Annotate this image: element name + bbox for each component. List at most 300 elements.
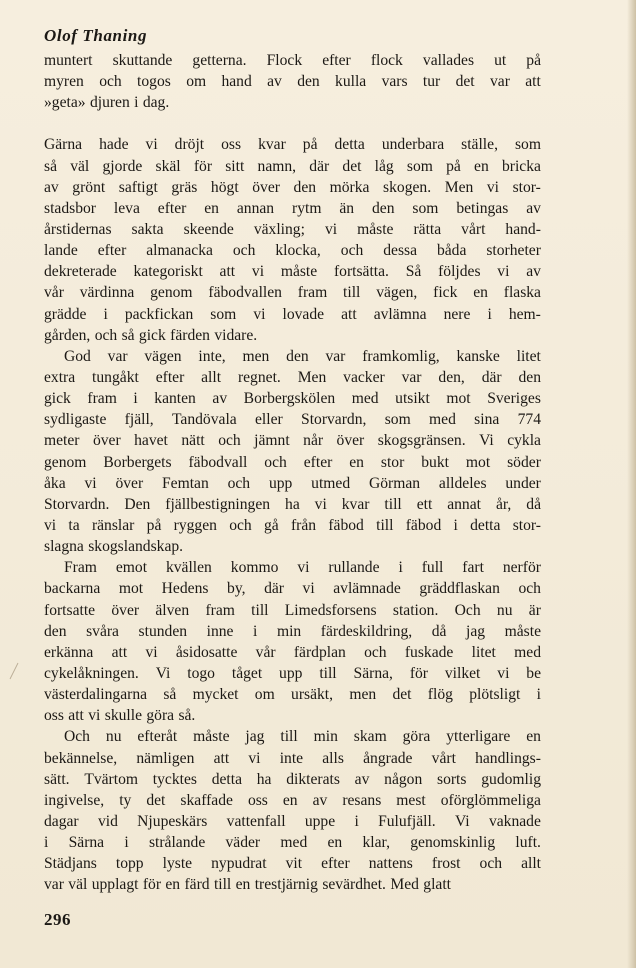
word: färden	[170, 326, 210, 344]
word: vars	[381, 73, 408, 91]
word: Städjans	[44, 855, 97, 873]
word: fjäll,	[124, 411, 154, 429]
word: stor-	[512, 516, 541, 534]
word: Särna,	[353, 664, 393, 682]
text-line	[44, 452, 541, 473]
word: ränslar	[91, 516, 135, 534]
word: gick	[44, 390, 71, 408]
word: gå	[263, 516, 279, 534]
word: Borbergets	[103, 453, 172, 471]
text-line	[44, 790, 541, 811]
word: sydligaste	[44, 411, 107, 429]
word: på	[302, 136, 318, 154]
word: göra	[146, 707, 175, 725]
word: som	[406, 157, 433, 175]
word: Vi	[454, 812, 470, 830]
word: rytm	[292, 199, 322, 217]
word: meter	[44, 432, 80, 450]
text-line	[44, 536, 541, 557]
word: by,	[227, 580, 246, 598]
word: resans	[342, 791, 382, 809]
text-line	[44, 663, 541, 684]
word: väl	[68, 876, 88, 894]
word: i	[134, 94, 139, 112]
text-line	[44, 367, 541, 388]
word: och	[518, 580, 541, 598]
word: inne	[206, 622, 234, 640]
word: strålande	[148, 834, 206, 852]
word: så.	[178, 707, 196, 725]
paragraph-spacer	[44, 113, 541, 134]
word: Storvardn,	[301, 411, 367, 429]
word: sätt.	[44, 770, 70, 788]
word: vi	[497, 263, 510, 281]
word: älven	[155, 601, 190, 619]
text-line	[44, 409, 541, 430]
word: nerför	[502, 559, 541, 577]
word: måste	[193, 728, 230, 746]
word: med	[351, 390, 379, 408]
word: med	[429, 411, 456, 429]
word: vallades	[422, 52, 475, 69]
word: annan	[236, 199, 275, 217]
word: en	[165, 876, 181, 894]
word: genom	[44, 453, 87, 471]
word: och	[264, 453, 287, 471]
word: backarna	[44, 580, 101, 598]
word: togo	[187, 664, 215, 682]
word: inte,	[198, 347, 226, 365]
word: erkänna	[44, 643, 94, 661]
word: vacker	[343, 368, 385, 386]
word: flaska	[503, 284, 541, 302]
page-edge-shadow	[627, 0, 636, 968]
word: Limedsforsens	[284, 601, 377, 619]
word: mest	[396, 791, 426, 809]
word: vi	[88, 707, 101, 725]
body-text	[44, 50, 541, 895]
word: i	[44, 834, 49, 852]
text-line	[44, 156, 541, 177]
word: över	[92, 432, 121, 450]
word: på	[446, 157, 461, 175]
word: vi	[84, 474, 97, 492]
text-line	[44, 600, 541, 621]
text-line	[44, 177, 541, 198]
word: vi	[486, 178, 500, 196]
word: en	[204, 199, 219, 217]
word: vi	[248, 749, 261, 767]
word: och	[227, 474, 251, 492]
word: dröjt	[174, 136, 205, 154]
word: fäbodvall	[188, 453, 248, 471]
text-line	[44, 346, 541, 367]
word: lande	[44, 242, 78, 260]
word: ryggen	[173, 516, 217, 534]
paragraph	[44, 50, 541, 113]
word: emot	[115, 559, 148, 577]
word: vi	[302, 580, 315, 598]
text-line	[44, 748, 541, 769]
word: fjällbestigningen	[165, 495, 271, 513]
word: efter	[321, 855, 350, 873]
word: som	[384, 411, 411, 429]
word: rätta	[413, 220, 442, 238]
word: färd	[184, 876, 210, 894]
word: någon	[384, 770, 423, 788]
word: flög	[427, 686, 453, 704]
word: eller	[255, 411, 283, 429]
word: oförglömmeliga	[440, 791, 541, 809]
text-line	[44, 642, 541, 663]
paragraph	[44, 557, 541, 726]
word: uppe	[304, 812, 336, 830]
text-line	[44, 684, 541, 705]
word: vilket	[444, 664, 481, 682]
word: vårt	[461, 220, 486, 238]
word: som	[412, 199, 439, 217]
word: sakta	[131, 220, 164, 238]
word: nattens	[368, 855, 413, 873]
word: den	[286, 347, 309, 365]
word: måste	[280, 263, 318, 281]
running-head: Olof Thaning	[44, 26, 148, 45]
word: jag	[466, 622, 486, 640]
word: skogsgränsen.	[377, 432, 466, 450]
word: havet	[134, 432, 168, 450]
word: den	[372, 199, 395, 217]
word: så	[163, 686, 177, 704]
word: stor-	[512, 178, 541, 196]
word: leva	[113, 199, 140, 217]
word: vi	[324, 220, 338, 238]
word: var	[489, 73, 510, 91]
text-line	[44, 832, 541, 853]
text-line	[44, 240, 541, 261]
word: inte	[279, 749, 304, 767]
word: vårt	[431, 749, 456, 767]
word: av	[354, 770, 370, 788]
word: vägen,	[376, 284, 418, 302]
text-line	[44, 473, 541, 494]
word: den	[44, 622, 67, 640]
word: än	[339, 199, 355, 217]
word: packfickan	[124, 305, 194, 323]
word: båda	[436, 242, 467, 260]
word: skogslandskap.	[88, 538, 184, 556]
word: full	[421, 559, 444, 577]
word: den	[297, 73, 320, 91]
word: så	[121, 326, 135, 344]
word: årstidernas	[44, 220, 112, 238]
word: vi	[44, 516, 57, 534]
word: svåra	[86, 622, 119, 640]
word: vägen	[144, 347, 182, 365]
word: min	[313, 728, 338, 746]
word: nu	[105, 728, 122, 746]
text-line	[44, 325, 541, 346]
text-line	[44, 71, 541, 92]
word: genomskinlig	[410, 834, 496, 852]
word: trestjärnig	[254, 876, 318, 894]
word: storheter	[486, 242, 541, 260]
word: av	[312, 791, 328, 809]
word: var	[325, 347, 346, 365]
word: och	[479, 855, 503, 873]
text-line	[44, 134, 541, 155]
word: söder	[507, 453, 541, 471]
word: år,	[495, 495, 512, 513]
word: efteråt	[137, 728, 178, 746]
text-line	[44, 557, 541, 578]
word: ha	[256, 770, 272, 788]
word: alldeles	[438, 474, 487, 492]
word: på	[526, 52, 541, 69]
text-line	[44, 621, 541, 642]
word: myren	[44, 73, 84, 91]
word: Tandövala	[171, 411, 237, 429]
word: djuren	[89, 94, 130, 112]
word: nämligen	[136, 749, 195, 767]
word: upplagt	[91, 876, 139, 894]
word: med	[280, 834, 308, 852]
word: almanacka	[146, 242, 213, 260]
word: allt	[201, 368, 222, 386]
word: stor	[380, 453, 405, 471]
word: skam	[353, 728, 387, 746]
word: växling;	[253, 220, 305, 238]
word: det	[342, 157, 362, 175]
word: vår	[44, 284, 64, 302]
word: ytterligare	[446, 728, 511, 746]
word: Den	[124, 495, 151, 513]
word: till	[384, 495, 402, 513]
word: vaknade	[488, 812, 541, 830]
word: oss	[221, 136, 242, 154]
word: ut	[494, 52, 507, 69]
word: var	[44, 876, 64, 894]
word: det	[392, 686, 412, 704]
word: kvar	[258, 136, 286, 154]
word: av	[526, 199, 541, 217]
word: Flock	[266, 52, 303, 69]
word: sina	[474, 411, 500, 429]
word: plötsligt	[469, 686, 521, 704]
text-line	[44, 261, 541, 282]
word: efter	[157, 199, 187, 217]
word: tycktes	[152, 770, 197, 788]
word: om	[254, 686, 275, 704]
text-line	[44, 304, 541, 325]
word: genom	[150, 284, 193, 302]
word: vi	[314, 495, 327, 513]
word: Och	[64, 728, 90, 746]
word: fram	[297, 284, 328, 302]
word: Särna	[68, 834, 105, 852]
word: Så	[405, 263, 422, 281]
word: om	[186, 73, 207, 91]
word: ursäkt,	[291, 686, 334, 704]
text-line	[44, 578, 541, 599]
word: Görman	[368, 474, 421, 492]
word: måste	[357, 220, 394, 238]
word: utmed	[311, 474, 351, 492]
word: skäl	[155, 157, 181, 175]
text-line	[44, 198, 541, 219]
word: till	[319, 664, 337, 682]
word: handlings-	[475, 749, 541, 767]
word: var	[401, 368, 422, 386]
text-line	[44, 494, 541, 515]
word: den	[293, 178, 317, 196]
word: i	[354, 812, 359, 830]
word: fortsatte	[44, 601, 96, 619]
word: togos	[137, 73, 171, 91]
word: vid	[97, 812, 118, 830]
word: ty	[119, 791, 132, 809]
word: Storvardn.	[44, 495, 110, 513]
word: vidare.	[214, 326, 258, 344]
word: gick	[138, 326, 166, 344]
word: skuttande	[112, 52, 173, 69]
word: Borbergskölen	[243, 390, 336, 408]
word: dikterats	[286, 770, 340, 788]
word: och	[232, 242, 256, 260]
word: efter	[322, 52, 351, 69]
word: vit	[285, 855, 303, 873]
word: Fram	[64, 559, 97, 577]
word: i	[253, 622, 258, 640]
word: nypudrat	[211, 855, 267, 873]
word: vi	[253, 305, 266, 323]
word: en	[235, 876, 251, 894]
word: till	[376, 516, 394, 534]
word: Men	[444, 178, 474, 196]
text-line	[44, 92, 541, 113]
pencil-margin-mark	[8, 662, 20, 680]
word: från	[290, 516, 317, 534]
word: den,	[438, 368, 465, 386]
word: med	[514, 643, 541, 661]
word: av	[44, 178, 59, 196]
text-line	[44, 853, 541, 874]
word: hand	[221, 73, 252, 91]
word: tåget	[231, 664, 263, 682]
word: då	[431, 622, 447, 640]
word: nere	[443, 305, 471, 323]
word: betingas	[456, 199, 509, 217]
word: att	[111, 643, 128, 661]
word: Njupeskärs	[137, 812, 208, 830]
word: Och	[454, 601, 481, 619]
word: kulla	[335, 73, 367, 91]
word: fick	[433, 284, 458, 302]
word: till	[251, 601, 269, 619]
word: av	[526, 263, 541, 281]
word: där	[264, 580, 284, 598]
text-line	[44, 705, 541, 726]
word: slagna	[44, 538, 84, 556]
word: västerdalingarna	[44, 686, 148, 704]
word: kategoriskt	[133, 263, 203, 281]
word: vattenfall	[226, 812, 286, 830]
word: så	[44, 157, 57, 175]
word: men	[242, 347, 270, 365]
word: som	[210, 305, 237, 323]
word: väl	[70, 157, 90, 175]
word: God	[64, 347, 91, 365]
word: där	[481, 368, 502, 386]
word: sorts	[437, 770, 467, 788]
word: regnet.	[237, 368, 281, 386]
word: att	[341, 305, 357, 323]
word: namn,	[257, 157, 297, 175]
word: ett	[416, 495, 433, 513]
word: min	[276, 622, 302, 640]
word: allt	[521, 855, 541, 873]
word: en	[526, 728, 541, 746]
word: glatt	[423, 876, 451, 894]
word: grönt	[72, 178, 106, 196]
word: sitt	[225, 157, 245, 175]
word: gjorde	[102, 157, 143, 175]
word: till	[213, 876, 232, 894]
word: dagar	[44, 812, 79, 830]
word: skaffade	[180, 791, 233, 809]
word: Men	[297, 368, 327, 386]
word: dag.	[142, 94, 170, 112]
word: nätt	[181, 432, 205, 450]
word: att	[219, 263, 236, 281]
word: stunden	[138, 622, 188, 640]
word: be	[526, 664, 541, 682]
word: frost	[431, 855, 461, 873]
word: hem-	[508, 305, 541, 323]
word: i	[487, 305, 492, 323]
word: till	[280, 728, 298, 746]
word: kommo	[230, 559, 279, 577]
word: dessa	[383, 242, 418, 260]
word: för	[142, 876, 162, 894]
word: mot	[446, 390, 471, 408]
word: kanten	[154, 390, 196, 408]
word: en	[349, 453, 364, 471]
word: till	[343, 284, 361, 302]
word: lovade	[282, 305, 325, 323]
word: efter	[303, 453, 333, 471]
text-line	[44, 219, 541, 240]
word: i	[536, 686, 541, 704]
word: luft.	[515, 834, 541, 852]
word: utsikt	[395, 390, 430, 408]
word: och	[94, 326, 118, 344]
word: en	[474, 157, 489, 175]
word: åsidosatte	[175, 643, 238, 661]
word: i	[103, 305, 108, 323]
word: fram	[205, 601, 235, 619]
word: mot	[118, 580, 144, 598]
word: extra	[44, 368, 76, 386]
word: skogen.	[383, 178, 432, 196]
word: skeende	[183, 220, 234, 238]
word: Med	[390, 876, 419, 894]
word: framkomlig,	[362, 347, 440, 365]
word: över	[252, 178, 280, 196]
word: stadsbor	[44, 199, 96, 217]
word: i	[398, 559, 403, 577]
word: över	[111, 601, 140, 619]
word: alls	[322, 749, 344, 767]
